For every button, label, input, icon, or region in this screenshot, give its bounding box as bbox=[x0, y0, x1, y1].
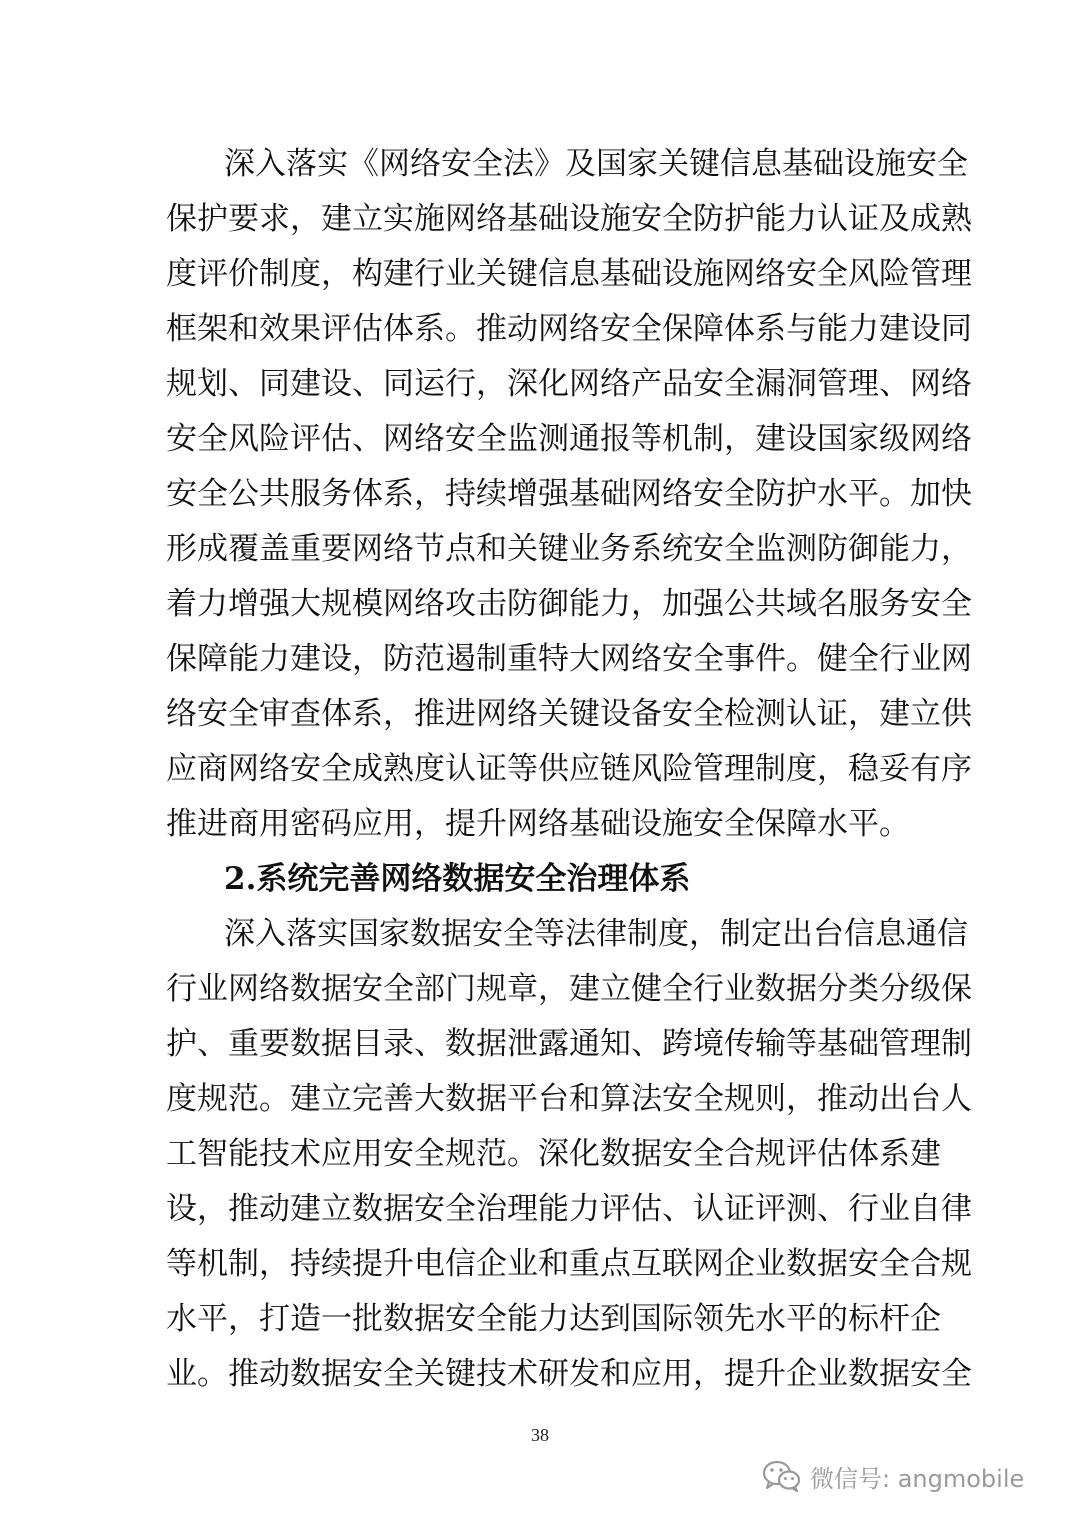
watermark-text: 微信号: angmobile bbox=[810, 1464, 1025, 1493]
paragraph-1-line-10: 保障能力建设，防范遏制重特大网络安全事件。健全行业网 bbox=[166, 641, 972, 677]
page-number: 38 bbox=[531, 1425, 549, 1445]
paragraph-1-line-7: 安全公共服务体系，持续增强基础网络安全防护水平。加快 bbox=[166, 476, 972, 512]
paragraph-1-line-11: 络安全审查体系，推进网络关键设备安全检测认证，建立供 bbox=[166, 696, 972, 732]
paragraph-2-line-5: 工智能技术应用安全规范。深化数据安全合规评估体系建 bbox=[166, 1136, 941, 1172]
wechat-icon bbox=[762, 1459, 802, 1493]
paragraph-2-line-3: 护、重要数据目录、数据泄露通知、跨境传输等基础管理制 bbox=[166, 1026, 972, 1062]
paragraph-1-line-6: 安全风险评估、网络安全监测通报等机制，建设国家级网络 bbox=[166, 421, 972, 457]
paragraph-2-line-1: 深入落实国家数据安全等法律制度，制定出台信息通信 bbox=[224, 916, 968, 952]
paragraph-2-line-7: 等机制，持续提升电信企业和重点互联网企业数据安全合规 bbox=[166, 1246, 972, 1282]
section-heading: 2.系统完善网络数据安全治理体系 bbox=[224, 861, 691, 897]
paragraph-2-line-4: 度规范。建立完善大数据平台和算法安全规则，推动出台人 bbox=[166, 1081, 972, 1117]
paragraph-2-line-2: 行业网络数据安全部门规章，建立健全行业数据分类分级保 bbox=[166, 971, 972, 1007]
paragraph-1-line-13: 推进商用密码应用，提升网络基础设施安全保障水平。 bbox=[166, 806, 910, 842]
paragraph-1-line-5: 规划、同建设、同运行，深化网络产品安全漏洞管理、网络 bbox=[166, 366, 972, 402]
paragraph-1-line-4: 框架和效果评估体系。推动网络安全保障体系与能力建设同 bbox=[166, 311, 972, 347]
paragraph-2-line-6: 设，推动建立数据安全治理能力评估、认证评测、行业自律 bbox=[166, 1191, 972, 1227]
paragraph-1-line-1: 深入落实《网络安全法》及国家关键信息基础设施安全 bbox=[224, 146, 968, 182]
paragraph-1-line-9: 着力增强大规模网络攻击防御能力，加强公共域名服务安全 bbox=[166, 586, 972, 622]
paragraph-2-line-9: 业。推动数据安全关键技术研发和应用，提升企业数据安全 bbox=[166, 1356, 972, 1392]
paragraph-1-line-2: 保护要求，建立实施网络基础设施安全防护能力认证及成熟 bbox=[166, 201, 972, 237]
paragraph-2-line-8: 水平，打造一批数据安全能力达到国际领先水平的标杆企 bbox=[166, 1301, 941, 1337]
wechat-watermark bbox=[762, 1456, 1024, 1496]
paragraph-1-line-3: 度评价制度，构建行业关键信息基础设施网络安全风险管理 bbox=[166, 256, 972, 292]
paragraph-1-line-12: 应商网络安全成熟度认证等供应链风险管理制度，稳妥有序 bbox=[166, 751, 972, 787]
paragraph-1-line-8: 形成覆盖重要网络节点和关键业务系统安全监测防御能力， bbox=[166, 531, 972, 567]
